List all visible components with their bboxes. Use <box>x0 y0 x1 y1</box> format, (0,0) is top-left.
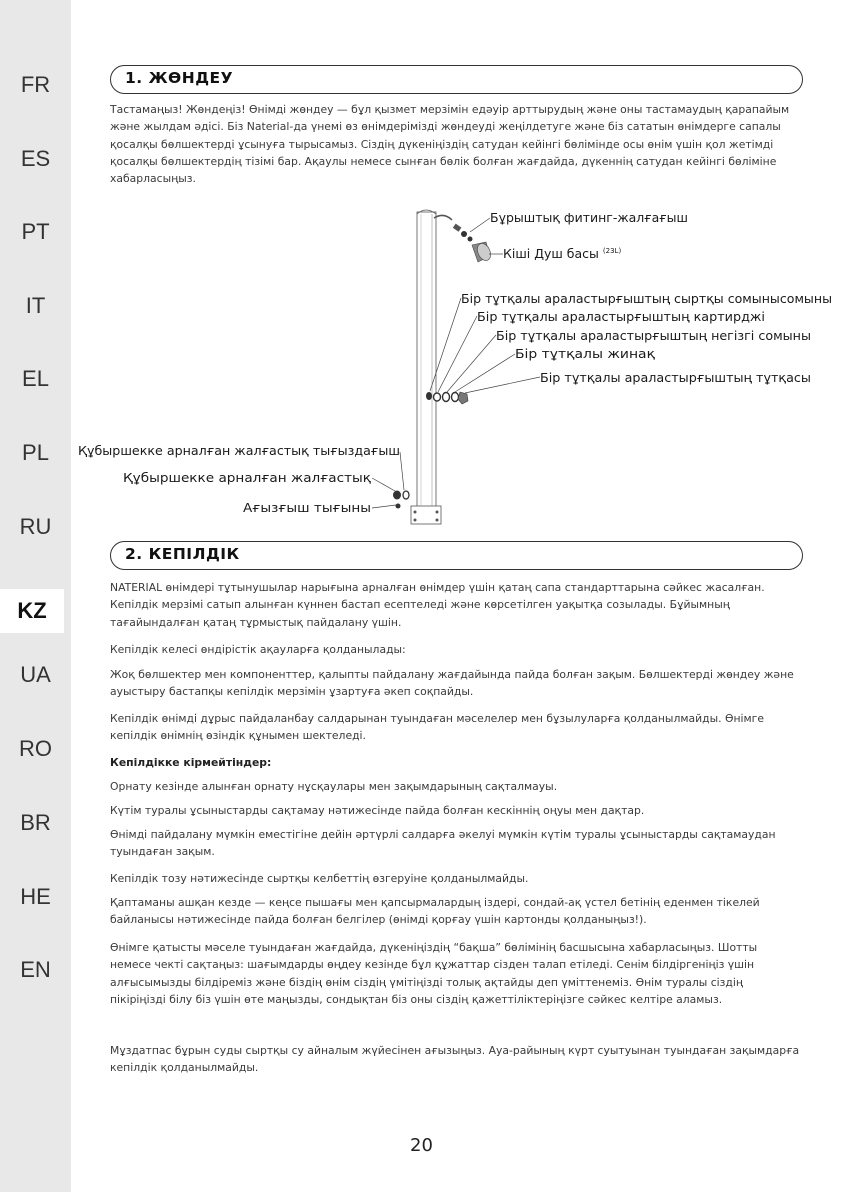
warranty-paragraph-1: NATERIAL өнімдері тұтынушылар нарығына арналған өнімдер үшін қатаң сапа стандарттарына сәйкес жасалған. Кепілдік мерзімі сатып алынған күннен бастап есептеледі және көрсетілген уақытқа созылады. Бұйымның тағайындалған қатаң тұрмыстық пайдалану үшін. <box>110 581 765 629</box>
lang-he[interactable]: HE <box>20 884 51 909</box>
lang-kz-active[interactable]: KZ <box>0 589 64 633</box>
label-mixer-main-nut: Бір тұтқалы араластырғыштың негізгі сомыны <box>496 328 811 343</box>
section-repair-title: 1. ЖӨНДЕУ <box>125 69 234 87</box>
label-drain-plug: Ағызғыш тығыны <box>243 500 371 515</box>
warranty-paragraph-9: Кепілдік тозу нәтижесінде сыртқы келбеттің өзгеруіне қолданылмайды. <box>110 872 529 885</box>
lang-pt[interactable]: PT <box>21 219 50 244</box>
warranty-exclusions-heading: Кепілдікке кірмейтіндер: <box>110 756 272 769</box>
warranty-paragraph-3: Жоқ бөлшектер мен компоненттер, қалыпты пайдалану жағдайында пайда болған зақым. Бөлшектерді жөндеу және ауыстыру бастапқы кепілдік мерзімін ұзартуға әкеп соқпайды. <box>110 668 794 699</box>
lang-en[interactable]: EN <box>20 957 51 982</box>
section-warranty-header <box>110 541 803 570</box>
label-mixer-handle: Бір тұтқалы араластырғыштың тұтқасы <box>540 370 811 385</box>
warranty-paragraph-12: Мұздатпас бұрын суды сыртқы су айналым жүйесінен ағызыңыз. Ауа-райының күрт суытуынан туындаған зақымдарға кепілдік қолданылмайды. <box>110 1044 800 1075</box>
warranty-paragraph-6: Орнату кезінде алынған орнату нұсқаулары мен зақымдарының сақталмауы. <box>110 780 558 793</box>
lang-fr[interactable]: FR <box>20 72 51 97</box>
lang-ua[interactable]: UA <box>20 662 51 687</box>
warranty-paragraph-7: Күтім туралы ұсыныстарды сақтамау нәтижесінде пайда болған кескіннің оңуы мен дақтар. <box>110 804 645 817</box>
warranty-paragraph-11: Өнімге қатысты мәселе туындаған жағдайда, дүкеніңіздің “бақша” бөлімінің басшысына хабарласыңыз. Шотты немесе чекті сақтаңыз: шағымдарды өңдеу кезінде бұл құжаттар сізден талап етіледі. Сенім білдіргеніңіз үшін алғысымызды білдіреміз және біздің өнім сіздің үмітіңізді толық ақтайды деп үміттенеміз. Өнім туралы сіздің пікіріңізді білу біз үшін өте маңызды, сондықтан біз оны сіздің қажеттіліктеріңізге сәйкес келтіре аламыз. <box>110 941 758 1006</box>
warranty-paragraph-4: Кепілдік өнімді дұрыс пайдаланбау салдарынан туындаған мәселелер мен бұзылуларға қолданылмайды. Өнімге кепілдік өнімнің өзіндік құнымен шектеледі. <box>110 712 765 743</box>
label-mixer-cartridge: Бір тұтқалы араластырғыштың картирджі <box>477 309 765 324</box>
label-mixer-outer-nut: Бір тұтқалы араластырғыштың сыртқы сомынысомыны <box>461 291 832 306</box>
section-warranty-title: 2. КЕПІЛДІК <box>125 545 240 563</box>
lang-br[interactable]: BR <box>20 810 51 835</box>
label-hose-seal: Құбыршекке арналған жалғастық тығыздағыш <box>78 443 400 458</box>
label-single-lever-kit: Бір тұтқалы жинақ <box>515 346 656 361</box>
hose-connector-parts <box>393 491 409 509</box>
angle-fitting-parts <box>453 224 473 242</box>
shower-head-part <box>472 241 493 262</box>
page-number: 20 <box>410 1135 433 1156</box>
label-hose-connector: Құбыршекке арналған жалғастық <box>123 470 372 485</box>
lang-it[interactable]: IT <box>25 293 46 318</box>
leader-lines <box>372 218 540 508</box>
lang-ro[interactable]: RO <box>19 736 52 761</box>
shower-pole <box>411 210 452 524</box>
lang-el[interactable]: EL <box>22 366 49 391</box>
lang-pl[interactable]: PL <box>22 440 49 465</box>
lang-ru[interactable]: RU <box>19 514 52 539</box>
lang-es[interactable]: ES <box>20 146 51 171</box>
warranty-paragraph-8: Өнімді пайдалану мүмкін еместігіне дейін әртүрлі салдарға әкелуі мүмкін күтім туралы ұсыныстарды сақтамаудан туындаған зақым. <box>110 828 776 859</box>
repair-intro-text: Тастамаңыз! Жөндеңіз! Өнімді жөндеу — бұл қызмет мерзімін едәуір арттырудың және оны тастамаудың қарапайым және жылдам әдісі. Біз Naterial-да үнемі өз өнімдерімізді жөндеуді жеңілдетуге және біз сататын өнімдерге сапалы қосалқы бөлшектерді ұсынуға тырысамыз. Сіздің дүкеніңіздің сатудан кейінгі бөлімінде осы өнім үшін қол жетімді қосалқы бөлшектердің тізімі бар. Ақаулы немесе сынған бөлік болған жағдайда, дүкеннің сатудан кейінгі бөліміне хабарласыңыз. <box>110 103 790 186</box>
label-angle-fitting: Бұрыштық фитинг-жалғағыш <box>490 210 688 225</box>
warranty-paragraph-10: Қаптаманы ашқан кезде — кеңсе пышағы мен қапсырмалардың іздері, сондай-ақ үстел бетінің еденмен тікелей байланысы нәтижесінде пайда болған белгілер (өнімді қорғау үшін картонды қолданыңыз!). <box>110 896 760 927</box>
label-shower-head: Кіші Душ басы $^{(23L)}$ <box>503 246 622 261</box>
warranty-paragraph-2: Кепілдік келесі өндірістік ақауларға қолданылады: <box>110 643 406 656</box>
